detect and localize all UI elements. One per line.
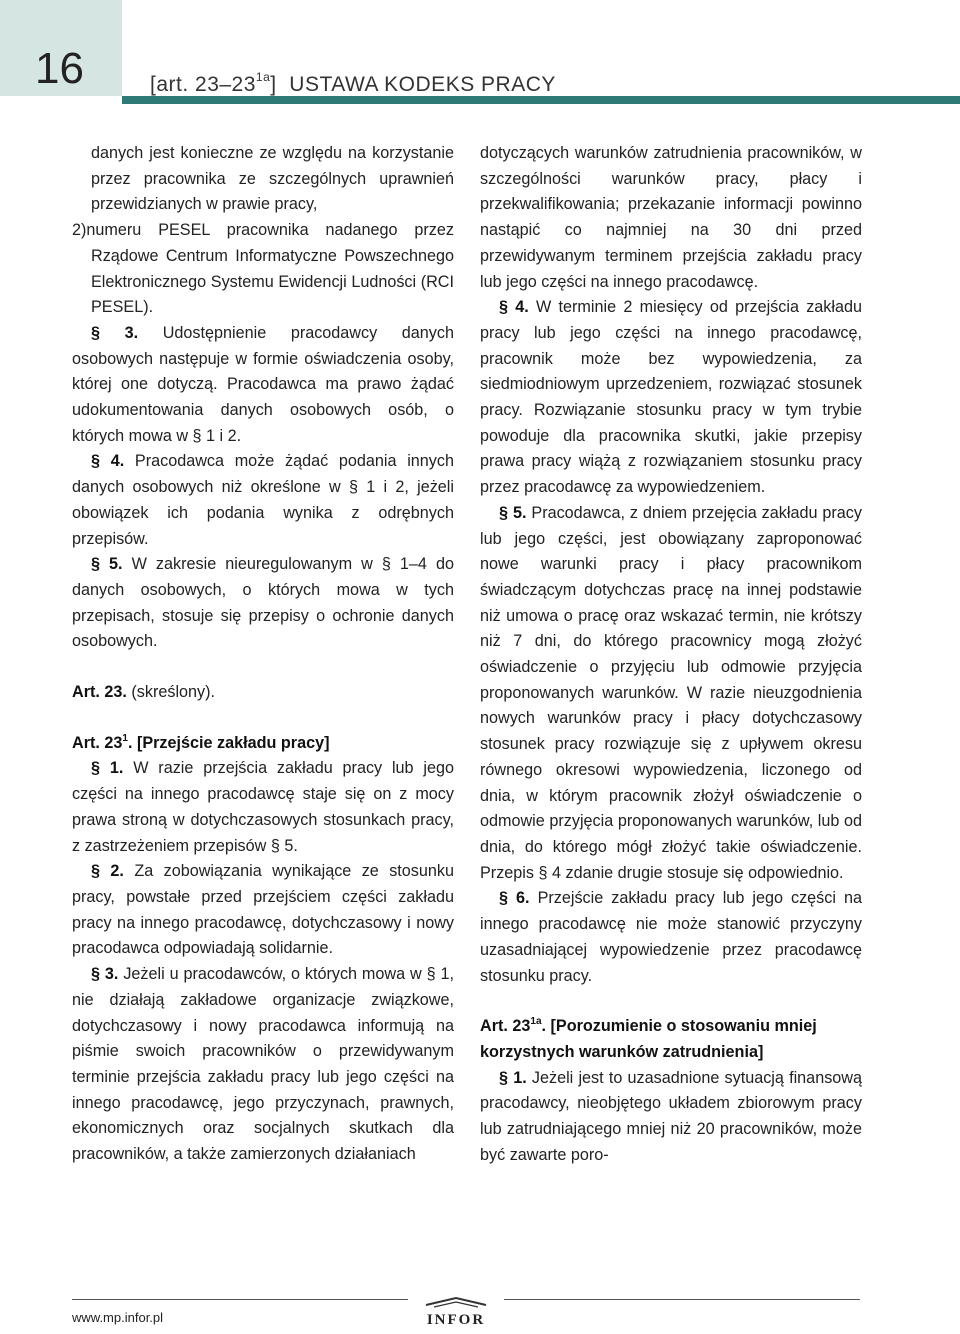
- infor-logo-icon: [408, 1295, 504, 1329]
- paragraph: dotyczących warunków zatrudnienia pracowników, w szczególności warunków pracy, płacy i przekwalifikowania; przekazanie informacji powinno nastąpić co najmniej na 30 dni przed przewidywanym terminem przejścia zakładu pracy lub jego części na innego pracodawcę.: [480, 144, 862, 291]
- paragraph: § 3. Udostępnienie pracodawcy danych osobowych następuje w formie oświadczenia osoby, której one dotyczą. Pracodawca ma prawo żądać udokumentowania danych osobowych osób, o których mowa w § 1 i 2.: [72, 323, 454, 445]
- paragraph: § 1. Jeżeli jest to uzasadnione sytuacją finansową pracodawcy, nieobjętego układem zbiorowym pracy lub zatrudniającego mniej niż 20 pracowników, może być zawarte poro-: [480, 1068, 862, 1164]
- logo-text: INFOR: [426, 1312, 486, 1328]
- article-heading: Art. $23^{1a}$. [Porozumienie o stosowaniu mniej korzystnych warunków zatrudnienia]: [480, 1016, 817, 1061]
- header-bracket-open: [art. 23–23: [150, 73, 256, 96]
- paragraph: § 4. W terminie 2 miesięcy od przejścia zakładu pracy lub jego części na innego pracodawcę, pracownik może bez wypowiedzenia, za siedmiodniowym uprzedzeniem, rozwiązać stosunek pracy. Rozwiązanie stosunku pracy w tym trybie powoduje dla pracownika skutki, jakie przepisy prawa pracy wiążą z rozwiązaniem stosunku pracy przez pracodawcę za wypowiedzeniem.: [480, 298, 862, 497]
- list-item: 2)numeru PESEL pracownika nadanego przez Rządowe Centrum Informatyczne Powszechnego Elektronicznego Systemu Ewidencji Ludności (RCI PESEL).: [72, 221, 454, 317]
- right-column: [480, 141, 862, 1168]
- header-title: USTAWA KODEKS PRACY: [289, 73, 556, 96]
- paragraph: § 5. W zakresie nieuregulowanym w § 1–4 do danych osobowych, o których mowa w tych przepisach, stosuje się przepisy o ochronie danych osobowych.: [72, 555, 454, 651]
- paragraph: § 4. Pracodawca może żądać podania innych danych osobowych niż określone w § 1 i 2, jeżeli obowiązek ich podania wynika z odrębnych przepisów.: [72, 452, 454, 548]
- page-number: 16: [35, 44, 84, 93]
- header-bracket-sup: 1a: [255, 70, 271, 84]
- running-header: [150, 64, 556, 98]
- paragraph: § 1. W razie przejścia zakładu pracy lub jego części na innego pracodawcę staje się on z mocy prawa stroną w dotychczasowych stosunkach pracy, z zastrzeżeniem przepisów § 5.: [72, 759, 454, 855]
- footer-url: www.mp.infor.pl: [72, 1310, 164, 1325]
- header-rule: [122, 96, 960, 104]
- article-heading: Art. $23^1$. [Przejście zakładu pracy]: [72, 732, 330, 752]
- paragraph: danych jest konieczne ze względu na korzystanie przez pracownika ze szczególnych uprawnień przewidzianych w prawie pracy,: [91, 144, 454, 214]
- article-heading: Art. 23. (skreślony).: [72, 683, 216, 702]
- paragraph: § 6. Przejście zakładu pracy lub jego części na innego pracodawcę nie może stanowić przyczyny uzasadniającej wypowiedzenie przez pracodawcę stosunku pracy.: [480, 889, 862, 985]
- left-column: [72, 141, 454, 1168]
- paragraph: § 5. Pracodawca, z dniem przejęcia zakładu pracy lub jego części, jest obowiązany zaproponować nowe warunki pracy i płacy pracownikom świadczącym dotychczas pracę na innej podstawie niż umowa o pracę oraz wskazać termin, nie krótszy niż 7 dni, do którego pracownicy mogą złożyć oświadczenie o przyjęciu lub odmowie przyjęcia proponowanych warunków. W razie nieuzgodnienia nowych warunków pracy i płacy dotychczasowy stosunek pracy rozwiązuje się z upływem okresu równego okresowi wypowiedzenia, liczonego od dnia, w którym pracownik złożył oświadczenie o odmowie przyjęcia proponowanych warunków, lub od dnia, do którego mógł złożyć takie oświadczenie. Przepis § 4 zdanie drugie stosuje się odpowiednio.: [480, 503, 862, 882]
- header-bracket-close: ]: [270, 73, 277, 96]
- paragraph: § 2. Za zobowiązania wynikające ze stosunku pracy, powstałe przed przejściem części zakładu pracy na innego pracodawcę, dotychczasowy i nowy pracodawca odpowiadają solidarnie.: [72, 862, 454, 958]
- paragraph: § 3. Jeżeli u pracodawców, o których mowa w § 1, nie działają zakładowe organizacje związkowe, dotychczasowy i nowy pracodawca informują na piśmie swoich pracowników o przewidywanym terminie przejścia zakładu pracy lub jego części na innego pracodawcę, jego przyczynach, prawnych, ekonomicznych oraz socjalnych skutkach dla pracowników, a także zamierzonych działaniach: [72, 965, 454, 1164]
